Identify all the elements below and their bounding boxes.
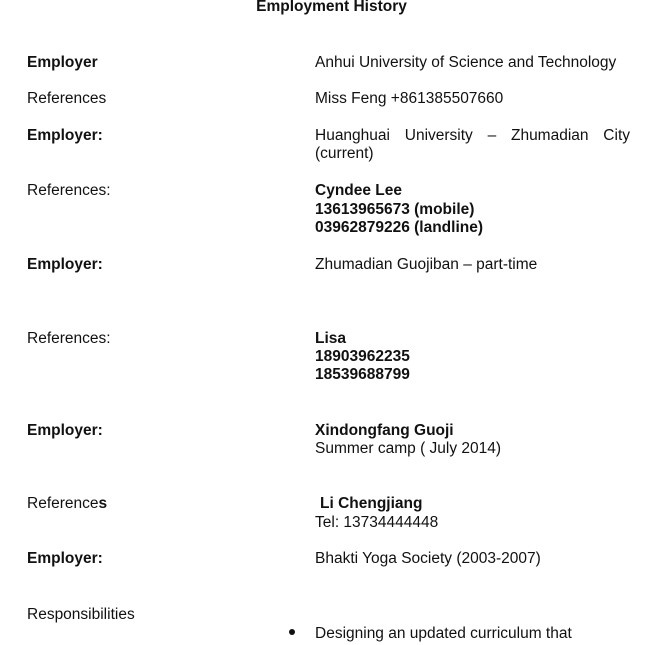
employer-detail: Summer camp ( July 2014)	[315, 440, 502, 457]
employer-label: Employer:	[27, 127, 103, 144]
reference-phone-landline: 03962879226 (landline)	[315, 219, 484, 236]
references-label-start: Reference	[27, 495, 99, 512]
references-label: References	[27, 90, 107, 107]
reference-name: Cyndee Lee	[315, 182, 403, 199]
references-label: References:	[27, 182, 111, 199]
references-label	[27, 495, 107, 513]
employer-value: Bhakti Yoga Society (2003-2007)	[315, 550, 541, 567]
employer-label: Employer:	[27, 422, 103, 439]
reference-phone: Tel: 13734444448	[315, 514, 439, 531]
employer-value: Zhumadian Guojiban – part-time	[315, 256, 538, 273]
reference-phone: 18903962235	[315, 348, 410, 365]
employer-label: Employer	[27, 54, 98, 71]
employer-value: Anhui University of Science and Technology	[315, 54, 617, 71]
employer-label: Employer:	[27, 550, 103, 567]
responsibility-item: Designing an updated curriculum that	[315, 625, 572, 642]
reference-name: Li Chengjiang	[320, 495, 423, 512]
reference-name: Lisa	[315, 330, 347, 347]
section-title: Employment History	[256, 0, 407, 15]
references-label: References:	[27, 330, 111, 347]
employer-value: Huanghuai University – Zhumadian City (current)	[315, 127, 630, 162]
employer-label: Employer:	[27, 256, 103, 273]
bullet-icon	[289, 629, 295, 635]
references-value: Miss Feng +861385507660	[315, 90, 504, 107]
responsibilities-label: Responsibilities	[27, 606, 135, 623]
reference-phone: 18539688799	[315, 366, 410, 383]
employer-value: Xindongfang Guoji	[315, 422, 454, 439]
references-label-end: s	[98, 495, 108, 512]
reference-phone-mobile: 13613965673 (mobile)	[315, 201, 475, 218]
